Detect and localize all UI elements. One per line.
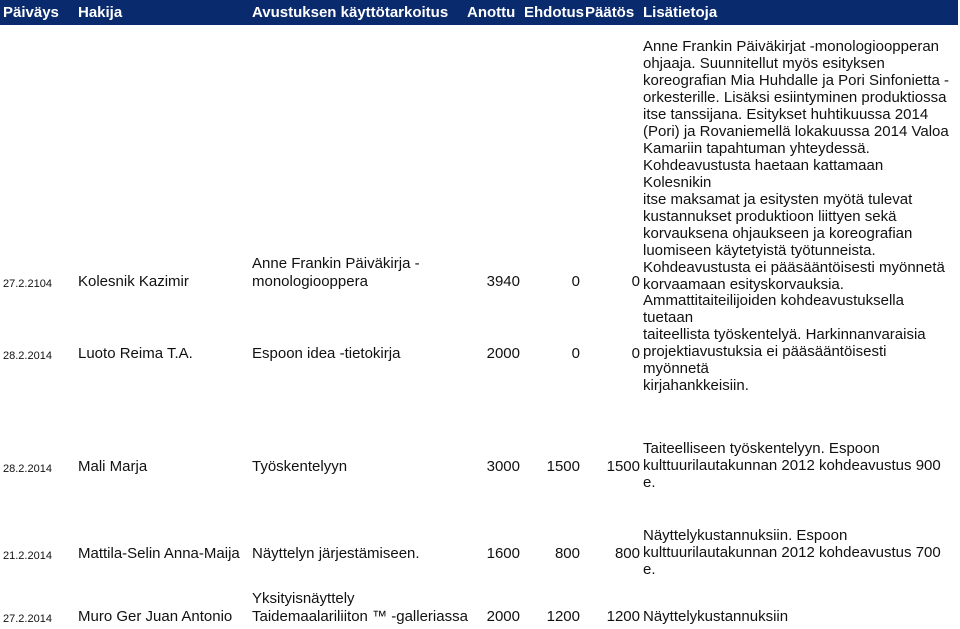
info-line: itse tanssijana. Esitykset huhtikuussa 2014: [643, 106, 929, 123]
row-purpose-line: Näyttelyn järjestämiseen.: [252, 545, 420, 562]
row-applicant: Luoto Reima T.A.: [78, 345, 193, 362]
row-purpose-line: Espoon idea -tietokirja: [252, 345, 401, 362]
row-requested: 3940: [486, 273, 520, 290]
info-line: kulttuurilautakunnan 2012 kohdeavustus 700 e.: [643, 544, 941, 578]
row-purpose-line: Taidemaalariliiton ™ -galleriassa: [252, 608, 468, 625]
row-proposal: 1500: [546, 458, 580, 475]
info-line: Kamariin tapahtuman yhteydessä.: [643, 140, 870, 157]
row-decision: 1200: [606, 608, 640, 625]
row-proposal: 1200: [546, 608, 580, 625]
row-applicant: Mattila-Selin Anna-Maija: [78, 545, 240, 562]
row-decision: 1500: [606, 458, 640, 475]
info-line: kulttuurilautakunnan 2012 kohdeavustus 900 e.: [643, 457, 941, 491]
info-line: koreografian Mia Huhdalle ja Pori Sinfonietta -: [643, 72, 949, 89]
info-line: ohjaaja. Suunnitellut myös esityksen: [643, 55, 885, 72]
info-line: itse maksamat ja esitysten myötä tulevat: [643, 191, 913, 208]
row-applicant: Mali Marja: [78, 458, 148, 475]
header-anottu: Anottu: [467, 4, 516, 21]
row-purpose-line: Yksityisnäyttely: [252, 590, 355, 607]
row-date: 27.2.2104: [3, 278, 52, 290]
info-line: korvauksena ohjaukseen ja koreografian: [643, 225, 913, 242]
row-applicant: Kolesnik Kazimir: [78, 273, 189, 290]
row-purpose-line: Työskentelyyn: [252, 458, 348, 475]
row-date: 27.2.2014: [3, 613, 52, 625]
row-applicant: Muro Ger Juan Antonio: [78, 608, 233, 625]
header-ehdotus: Ehdotus: [524, 4, 584, 21]
row-info: [643, 292, 955, 394]
row-date: 28.2.2014: [3, 463, 52, 475]
row-info: [643, 608, 955, 625]
info-line: taiteellista työskentelyä. Harkinnanvaraisia: [643, 326, 926, 343]
header-paatos: Päätös: [585, 4, 635, 21]
row-info: [643, 527, 955, 578]
row-requested: 2000: [486, 608, 520, 625]
info-line: kirjahankkeisiin.: [643, 377, 749, 394]
row-purpose-line: Anne Frankin Päiväkirja -: [252, 255, 420, 272]
info-line: (Pori) ja Rovaniemellä lokakuussa 2014 Valoa: [643, 123, 949, 140]
info-line: Kohdeavustusta ei pääsääntöisesti myönnetä: [643, 259, 945, 276]
info-line: Taiteelliseen työskentelyyn. Espoon: [643, 440, 880, 457]
row-decision: 0: [631, 345, 640, 362]
info-line: kustannukset produktioon liittyen sekä: [643, 208, 897, 225]
row-date: 28.2.2014: [3, 350, 52, 362]
info-line: Anne Frankin Päiväkirjat -monologioopperan: [643, 38, 940, 55]
info-line: Näyttelykustannuksiin: [643, 608, 789, 625]
row-requested: 2000: [486, 345, 520, 362]
info-line: luomiseen käytetyistä työtunneista.: [643, 242, 876, 259]
row-decision: 800: [614, 545, 640, 562]
header-lisatietoja: Lisätietoja: [643, 4, 718, 21]
row-requested: 1600: [486, 545, 520, 562]
row-info: [643, 38, 955, 293]
header-paivays: Päiväys: [3, 4, 59, 21]
row-proposal: 0: [571, 345, 580, 362]
info-line: projektiavustuksia ei pääsääntöisesti myönnetä: [643, 343, 887, 377]
header-hakija: Hakija: [78, 4, 123, 21]
info-line: Näyttelykustannuksiin. Espoon: [643, 527, 848, 544]
row-purpose-line: monologiooppera: [252, 273, 368, 290]
header-kayttotarkoitus: Avustuksen käyttötarkoitus: [252, 4, 449, 21]
row-date: 21.2.2014: [3, 550, 52, 562]
row-proposal: 0: [571, 273, 580, 290]
info-line: Ammattitaiteilijoiden kohdeavustuksella tuetaan: [643, 292, 904, 326]
info-line: korvaamaan esityskorvauksia.: [643, 276, 844, 293]
info-line: Kohdeavustusta haetaan kattamaan Kolesnikin: [643, 157, 884, 191]
row-decision: 0: [631, 273, 640, 290]
row-info: [643, 440, 955, 491]
info-line: orkesterille. Lisäksi esiintyminen produktiossa: [643, 89, 947, 106]
table-header: [0, 0, 958, 25]
row-requested: 3000: [486, 458, 520, 475]
row-proposal: 800: [554, 545, 580, 562]
